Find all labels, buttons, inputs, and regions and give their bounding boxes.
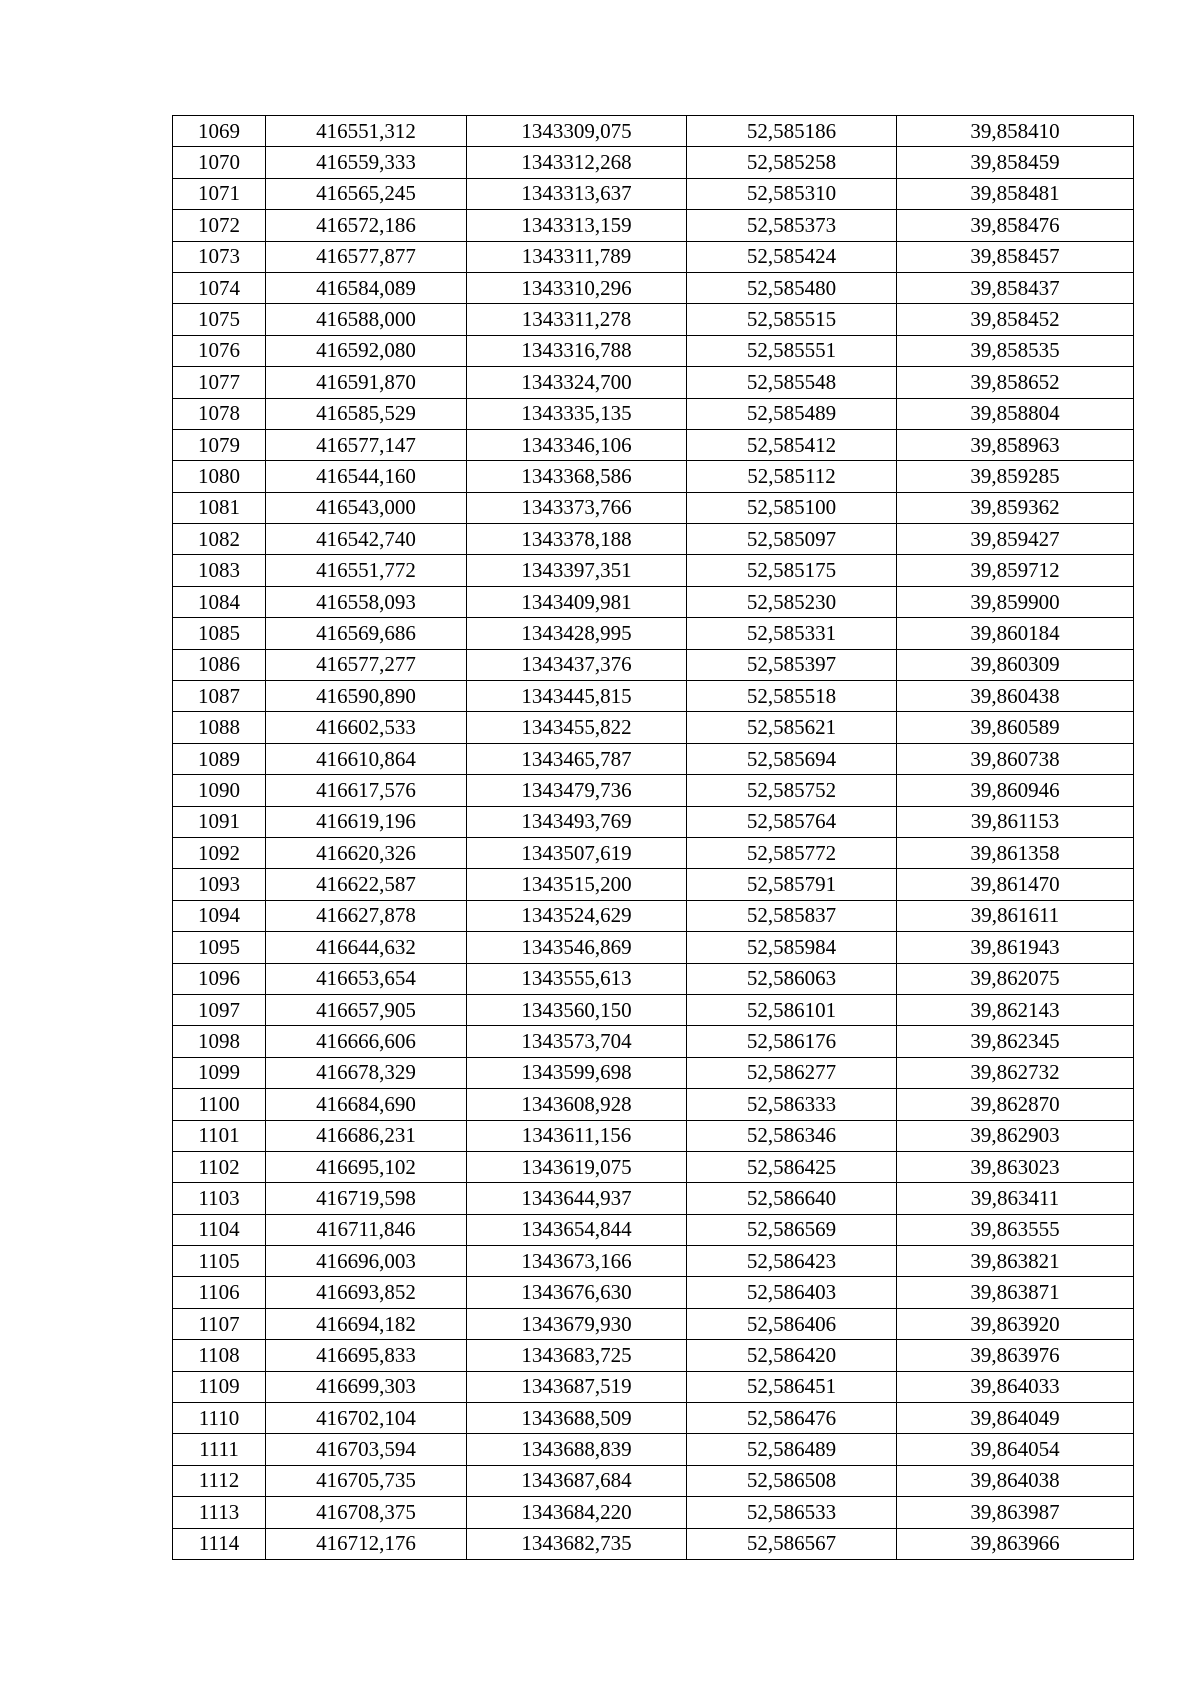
longitude-cell: 39,862903 — [897, 1120, 1134, 1151]
latitude-cell: 52,586176 — [687, 1026, 897, 1057]
y-coordinate-cell: 1343373,766 — [467, 492, 687, 523]
point-number-cell: 1070 — [173, 147, 266, 178]
y-coordinate-cell: 1343608,928 — [467, 1089, 687, 1120]
latitude-cell: 52,585097 — [687, 524, 897, 555]
longitude-cell: 39,858437 — [897, 272, 1134, 303]
longitude-cell: 39,861611 — [897, 900, 1134, 931]
x-coordinate-cell: 416569,686 — [266, 618, 467, 649]
x-coordinate-cell: 416684,690 — [266, 1089, 467, 1120]
latitude-cell: 52,585837 — [687, 900, 897, 931]
table-row — [173, 1528, 1134, 1559]
latitude-cell: 52,585186 — [687, 116, 897, 147]
longitude-cell: 39,858652 — [897, 367, 1134, 398]
y-coordinate-cell: 1343560,150 — [467, 994, 687, 1025]
latitude-cell: 52,586567 — [687, 1528, 897, 1559]
latitude-cell: 52,585752 — [687, 775, 897, 806]
y-coordinate-cell: 1343676,630 — [467, 1277, 687, 1308]
table-row — [173, 178, 1134, 209]
point-number-cell: 1071 — [173, 178, 266, 209]
table-row — [173, 775, 1134, 806]
y-coordinate-cell: 1343313,637 — [467, 178, 687, 209]
y-coordinate-cell: 1343479,736 — [467, 775, 687, 806]
longitude-cell: 39,860309 — [897, 649, 1134, 680]
latitude-cell: 52,585515 — [687, 304, 897, 335]
longitude-cell: 39,859900 — [897, 586, 1134, 617]
longitude-cell: 39,862075 — [897, 963, 1134, 994]
table-row — [173, 994, 1134, 1025]
latitude-cell: 52,586489 — [687, 1434, 897, 1465]
y-coordinate-cell: 1343619,075 — [467, 1151, 687, 1182]
latitude-cell: 52,585551 — [687, 335, 897, 366]
y-coordinate-cell: 1343428,995 — [467, 618, 687, 649]
table-row — [173, 1151, 1134, 1182]
longitude-cell: 39,859712 — [897, 555, 1134, 586]
point-number-cell: 1109 — [173, 1371, 266, 1402]
table-row — [173, 1057, 1134, 1088]
x-coordinate-cell: 416558,093 — [266, 586, 467, 617]
latitude-cell: 52,586420 — [687, 1340, 897, 1371]
longitude-cell: 39,858535 — [897, 335, 1134, 366]
point-number-cell: 1090 — [173, 775, 266, 806]
y-coordinate-cell: 1343311,278 — [467, 304, 687, 335]
longitude-cell: 39,864038 — [897, 1465, 1134, 1496]
y-coordinate-cell: 1343654,844 — [467, 1214, 687, 1245]
longitude-cell: 39,859427 — [897, 524, 1134, 555]
latitude-cell: 52,586569 — [687, 1214, 897, 1245]
x-coordinate-cell: 416551,772 — [266, 555, 467, 586]
y-coordinate-cell: 1343515,200 — [467, 869, 687, 900]
y-coordinate-cell: 1343644,937 — [467, 1183, 687, 1214]
table-row — [173, 932, 1134, 963]
y-coordinate-cell: 1343684,220 — [467, 1497, 687, 1528]
y-coordinate-cell: 1343310,296 — [467, 272, 687, 303]
point-number-cell: 1081 — [173, 492, 266, 523]
point-number-cell: 1069 — [173, 116, 266, 147]
point-number-cell: 1098 — [173, 1026, 266, 1057]
point-number-cell: 1112 — [173, 1465, 266, 1496]
y-coordinate-cell: 1343455,822 — [467, 712, 687, 743]
point-number-cell: 1093 — [173, 869, 266, 900]
y-coordinate-cell: 1343573,704 — [467, 1026, 687, 1057]
table-row — [173, 869, 1134, 900]
table-row — [173, 1497, 1134, 1528]
x-coordinate-cell: 416695,102 — [266, 1151, 467, 1182]
latitude-cell: 52,586533 — [687, 1497, 897, 1528]
point-number-cell: 1086 — [173, 649, 266, 680]
point-number-cell: 1072 — [173, 210, 266, 241]
x-coordinate-cell: 416694,182 — [266, 1308, 467, 1339]
y-coordinate-cell: 1343312,268 — [467, 147, 687, 178]
point-number-cell: 1080 — [173, 461, 266, 492]
latitude-cell: 52,586403 — [687, 1277, 897, 1308]
x-coordinate-cell: 416585,529 — [266, 398, 467, 429]
latitude-cell: 52,585331 — [687, 618, 897, 649]
y-coordinate-cell: 1343611,156 — [467, 1120, 687, 1151]
y-coordinate-cell: 1343465,787 — [467, 743, 687, 774]
latitude-cell: 52,585772 — [687, 837, 897, 868]
y-coordinate-cell: 1343546,869 — [467, 932, 687, 963]
y-coordinate-cell: 1343316,788 — [467, 335, 687, 366]
x-coordinate-cell: 416577,877 — [266, 241, 467, 272]
point-number-cell: 1102 — [173, 1151, 266, 1182]
table-row — [173, 335, 1134, 366]
point-number-cell: 1084 — [173, 586, 266, 617]
table-row — [173, 1026, 1134, 1057]
y-coordinate-cell: 1343507,619 — [467, 837, 687, 868]
longitude-cell: 39,860184 — [897, 618, 1134, 649]
longitude-cell: 39,858457 — [897, 241, 1134, 272]
y-coordinate-cell: 1343687,684 — [467, 1465, 687, 1496]
x-coordinate-cell: 416653,654 — [266, 963, 467, 994]
point-number-cell: 1106 — [173, 1277, 266, 1308]
table-row — [173, 398, 1134, 429]
x-coordinate-cell: 416588,000 — [266, 304, 467, 335]
longitude-cell: 39,864054 — [897, 1434, 1134, 1465]
latitude-cell: 52,585112 — [687, 461, 897, 492]
table-row — [173, 429, 1134, 460]
latitude-cell: 52,586063 — [687, 963, 897, 994]
latitude-cell: 52,585518 — [687, 681, 897, 712]
x-coordinate-cell: 416712,176 — [266, 1528, 467, 1559]
longitude-cell: 39,860438 — [897, 681, 1134, 712]
table-row — [173, 304, 1134, 335]
latitude-cell: 52,585984 — [687, 932, 897, 963]
latitude-cell: 52,586277 — [687, 1057, 897, 1088]
table-row — [173, 1340, 1134, 1371]
y-coordinate-cell: 1343524,629 — [467, 900, 687, 931]
x-coordinate-cell: 416584,089 — [266, 272, 467, 303]
point-number-cell: 1101 — [173, 1120, 266, 1151]
y-coordinate-cell: 1343688,839 — [467, 1434, 687, 1465]
latitude-cell: 52,585230 — [687, 586, 897, 617]
latitude-cell: 52,586476 — [687, 1403, 897, 1434]
latitude-cell: 52,585621 — [687, 712, 897, 743]
x-coordinate-cell: 416705,735 — [266, 1465, 467, 1496]
x-coordinate-cell: 416610,864 — [266, 743, 467, 774]
table-row — [173, 743, 1134, 774]
x-coordinate-cell: 416695,833 — [266, 1340, 467, 1371]
longitude-cell: 39,862870 — [897, 1089, 1134, 1120]
point-number-cell: 1087 — [173, 681, 266, 712]
point-number-cell: 1099 — [173, 1057, 266, 1088]
point-number-cell: 1096 — [173, 963, 266, 994]
x-coordinate-cell: 416708,375 — [266, 1497, 467, 1528]
point-number-cell: 1076 — [173, 335, 266, 366]
x-coordinate-cell: 416565,245 — [266, 178, 467, 209]
table-row — [173, 586, 1134, 617]
point-number-cell: 1082 — [173, 524, 266, 555]
table-row — [173, 1183, 1134, 1214]
longitude-cell: 39,863023 — [897, 1151, 1134, 1182]
longitude-cell: 39,861470 — [897, 869, 1134, 900]
table-row — [173, 1246, 1134, 1277]
point-number-cell: 1111 — [173, 1434, 266, 1465]
x-coordinate-cell: 416644,632 — [266, 932, 467, 963]
table-row — [173, 1089, 1134, 1120]
point-number-cell: 1091 — [173, 806, 266, 837]
x-coordinate-cell: 416703,594 — [266, 1434, 467, 1465]
point-number-cell: 1108 — [173, 1340, 266, 1371]
y-coordinate-cell: 1343688,509 — [467, 1403, 687, 1434]
longitude-cell: 39,858452 — [897, 304, 1134, 335]
longitude-cell: 39,860738 — [897, 743, 1134, 774]
table-row — [173, 241, 1134, 272]
y-coordinate-cell: 1343311,789 — [467, 241, 687, 272]
x-coordinate-cell: 416622,587 — [266, 869, 467, 900]
x-coordinate-cell: 416702,104 — [266, 1403, 467, 1434]
latitude-cell: 52,586640 — [687, 1183, 897, 1214]
point-number-cell: 1083 — [173, 555, 266, 586]
longitude-cell: 39,858476 — [897, 210, 1134, 241]
longitude-cell: 39,863821 — [897, 1246, 1134, 1277]
x-coordinate-cell: 416696,003 — [266, 1246, 467, 1277]
latitude-cell: 52,585764 — [687, 806, 897, 837]
longitude-cell: 39,860946 — [897, 775, 1134, 806]
point-number-cell: 1110 — [173, 1403, 266, 1434]
table-row — [173, 712, 1134, 743]
point-number-cell: 1088 — [173, 712, 266, 743]
table-row — [173, 210, 1134, 241]
longitude-cell: 39,862143 — [897, 994, 1134, 1025]
longitude-cell: 39,861153 — [897, 806, 1134, 837]
table-row — [173, 116, 1134, 147]
x-coordinate-cell: 416699,303 — [266, 1371, 467, 1402]
x-coordinate-cell: 416617,576 — [266, 775, 467, 806]
point-number-cell: 1095 — [173, 932, 266, 963]
x-coordinate-cell: 416620,326 — [266, 837, 467, 868]
latitude-cell: 52,585310 — [687, 178, 897, 209]
table-row — [173, 272, 1134, 303]
x-coordinate-cell: 416592,080 — [266, 335, 467, 366]
point-number-cell: 1079 — [173, 429, 266, 460]
x-coordinate-cell: 416590,890 — [266, 681, 467, 712]
table-row — [173, 649, 1134, 680]
y-coordinate-cell: 1343679,930 — [467, 1308, 687, 1339]
x-coordinate-cell: 416719,598 — [266, 1183, 467, 1214]
longitude-cell: 39,863411 — [897, 1183, 1134, 1214]
longitude-cell: 39,858410 — [897, 116, 1134, 147]
longitude-cell: 39,859362 — [897, 492, 1134, 523]
latitude-cell: 52,586346 — [687, 1120, 897, 1151]
x-coordinate-cell: 416572,186 — [266, 210, 467, 241]
x-coordinate-cell: 416619,196 — [266, 806, 467, 837]
longitude-cell: 39,862345 — [897, 1026, 1134, 1057]
y-coordinate-cell: 1343324,700 — [467, 367, 687, 398]
x-coordinate-cell: 416577,147 — [266, 429, 467, 460]
longitude-cell: 39,860589 — [897, 712, 1134, 743]
table-row — [173, 1277, 1134, 1308]
y-coordinate-cell: 1343346,106 — [467, 429, 687, 460]
latitude-cell: 52,585694 — [687, 743, 897, 774]
table-row — [173, 900, 1134, 931]
point-number-cell: 1103 — [173, 1183, 266, 1214]
latitude-cell: 52,586406 — [687, 1308, 897, 1339]
latitude-cell: 52,585424 — [687, 241, 897, 272]
latitude-cell: 52,585489 — [687, 398, 897, 429]
latitude-cell: 52,586101 — [687, 994, 897, 1025]
table-row — [173, 681, 1134, 712]
longitude-cell: 39,861943 — [897, 932, 1134, 963]
point-number-cell: 1104 — [173, 1214, 266, 1245]
table-row — [173, 147, 1134, 178]
y-coordinate-cell: 1343335,135 — [467, 398, 687, 429]
y-coordinate-cell: 1343493,769 — [467, 806, 687, 837]
x-coordinate-cell: 416686,231 — [266, 1120, 467, 1151]
point-number-cell: 1074 — [173, 272, 266, 303]
point-number-cell: 1097 — [173, 994, 266, 1025]
latitude-cell: 52,586333 — [687, 1089, 897, 1120]
point-number-cell: 1105 — [173, 1246, 266, 1277]
longitude-cell: 39,858804 — [897, 398, 1134, 429]
table-row — [173, 492, 1134, 523]
latitude-cell: 52,585258 — [687, 147, 897, 178]
point-number-cell: 1078 — [173, 398, 266, 429]
table-row — [173, 837, 1134, 868]
latitude-cell: 52,585373 — [687, 210, 897, 241]
point-number-cell: 1075 — [173, 304, 266, 335]
y-coordinate-cell: 1343409,981 — [467, 586, 687, 617]
longitude-cell: 39,863987 — [897, 1497, 1134, 1528]
y-coordinate-cell: 1343682,735 — [467, 1528, 687, 1559]
x-coordinate-cell: 416544,160 — [266, 461, 467, 492]
y-coordinate-cell: 1343313,159 — [467, 210, 687, 241]
point-number-cell: 1107 — [173, 1308, 266, 1339]
point-number-cell: 1077 — [173, 367, 266, 398]
y-coordinate-cell: 1343687,519 — [467, 1371, 687, 1402]
point-number-cell: 1089 — [173, 743, 266, 774]
coordinates-table — [172, 115, 1134, 1560]
table-row — [173, 1120, 1134, 1151]
y-coordinate-cell: 1343397,351 — [467, 555, 687, 586]
point-number-cell: 1073 — [173, 241, 266, 272]
longitude-cell: 39,863920 — [897, 1308, 1134, 1339]
table-row — [173, 461, 1134, 492]
table-row — [173, 618, 1134, 649]
y-coordinate-cell: 1343683,725 — [467, 1340, 687, 1371]
longitude-cell: 39,864033 — [897, 1371, 1134, 1402]
longitude-cell: 39,861358 — [897, 837, 1134, 868]
point-number-cell: 1114 — [173, 1528, 266, 1559]
longitude-cell: 39,863966 — [897, 1528, 1134, 1559]
x-coordinate-cell: 416602,533 — [266, 712, 467, 743]
table-row — [173, 806, 1134, 837]
longitude-cell: 39,858459 — [897, 147, 1134, 178]
table-row — [173, 1465, 1134, 1496]
y-coordinate-cell: 1343555,613 — [467, 963, 687, 994]
table-row — [173, 1403, 1134, 1434]
x-coordinate-cell: 416666,606 — [266, 1026, 467, 1057]
x-coordinate-cell: 416657,905 — [266, 994, 467, 1025]
longitude-cell: 39,858963 — [897, 429, 1134, 460]
x-coordinate-cell: 416577,277 — [266, 649, 467, 680]
latitude-cell: 52,585548 — [687, 367, 897, 398]
x-coordinate-cell: 416559,333 — [266, 147, 467, 178]
latitude-cell: 52,585397 — [687, 649, 897, 680]
latitude-cell: 52,585175 — [687, 555, 897, 586]
longitude-cell: 39,862732 — [897, 1057, 1134, 1088]
y-coordinate-cell: 1343437,376 — [467, 649, 687, 680]
y-coordinate-cell: 1343309,075 — [467, 116, 687, 147]
longitude-cell: 39,863871 — [897, 1277, 1134, 1308]
latitude-cell: 52,586451 — [687, 1371, 897, 1402]
x-coordinate-cell: 416542,740 — [266, 524, 467, 555]
y-coordinate-cell: 1343445,815 — [467, 681, 687, 712]
table-row — [173, 963, 1134, 994]
point-number-cell: 1113 — [173, 1497, 266, 1528]
latitude-cell: 52,585100 — [687, 492, 897, 523]
y-coordinate-cell: 1343368,586 — [467, 461, 687, 492]
x-coordinate-cell: 416551,312 — [266, 116, 467, 147]
point-number-cell: 1100 — [173, 1089, 266, 1120]
table-row — [173, 1434, 1134, 1465]
coordinates-table-body — [173, 116, 1134, 1560]
x-coordinate-cell: 416711,846 — [266, 1214, 467, 1245]
latitude-cell: 52,585412 — [687, 429, 897, 460]
table-row — [173, 1371, 1134, 1402]
x-coordinate-cell: 416627,878 — [266, 900, 467, 931]
point-number-cell: 1085 — [173, 618, 266, 649]
longitude-cell: 39,863976 — [897, 1340, 1134, 1371]
longitude-cell: 39,858481 — [897, 178, 1134, 209]
longitude-cell: 39,863555 — [897, 1214, 1134, 1245]
x-coordinate-cell: 416693,852 — [266, 1277, 467, 1308]
point-number-cell: 1092 — [173, 837, 266, 868]
x-coordinate-cell: 416591,870 — [266, 367, 467, 398]
longitude-cell: 39,859285 — [897, 461, 1134, 492]
latitude-cell: 52,586508 — [687, 1465, 897, 1496]
y-coordinate-cell: 1343378,188 — [467, 524, 687, 555]
longitude-cell: 39,864049 — [897, 1403, 1134, 1434]
y-coordinate-cell: 1343599,698 — [467, 1057, 687, 1088]
x-coordinate-cell: 416543,000 — [266, 492, 467, 523]
y-coordinate-cell: 1343673,166 — [467, 1246, 687, 1277]
latitude-cell: 52,586423 — [687, 1246, 897, 1277]
latitude-cell: 52,586425 — [687, 1151, 897, 1182]
table-row — [173, 524, 1134, 555]
latitude-cell: 52,585791 — [687, 869, 897, 900]
table-row — [173, 555, 1134, 586]
table-row — [173, 367, 1134, 398]
table-row — [173, 1214, 1134, 1245]
table-row — [173, 1308, 1134, 1339]
x-coordinate-cell: 416678,329 — [266, 1057, 467, 1088]
point-number-cell: 1094 — [173, 900, 266, 931]
latitude-cell: 52,585480 — [687, 272, 897, 303]
